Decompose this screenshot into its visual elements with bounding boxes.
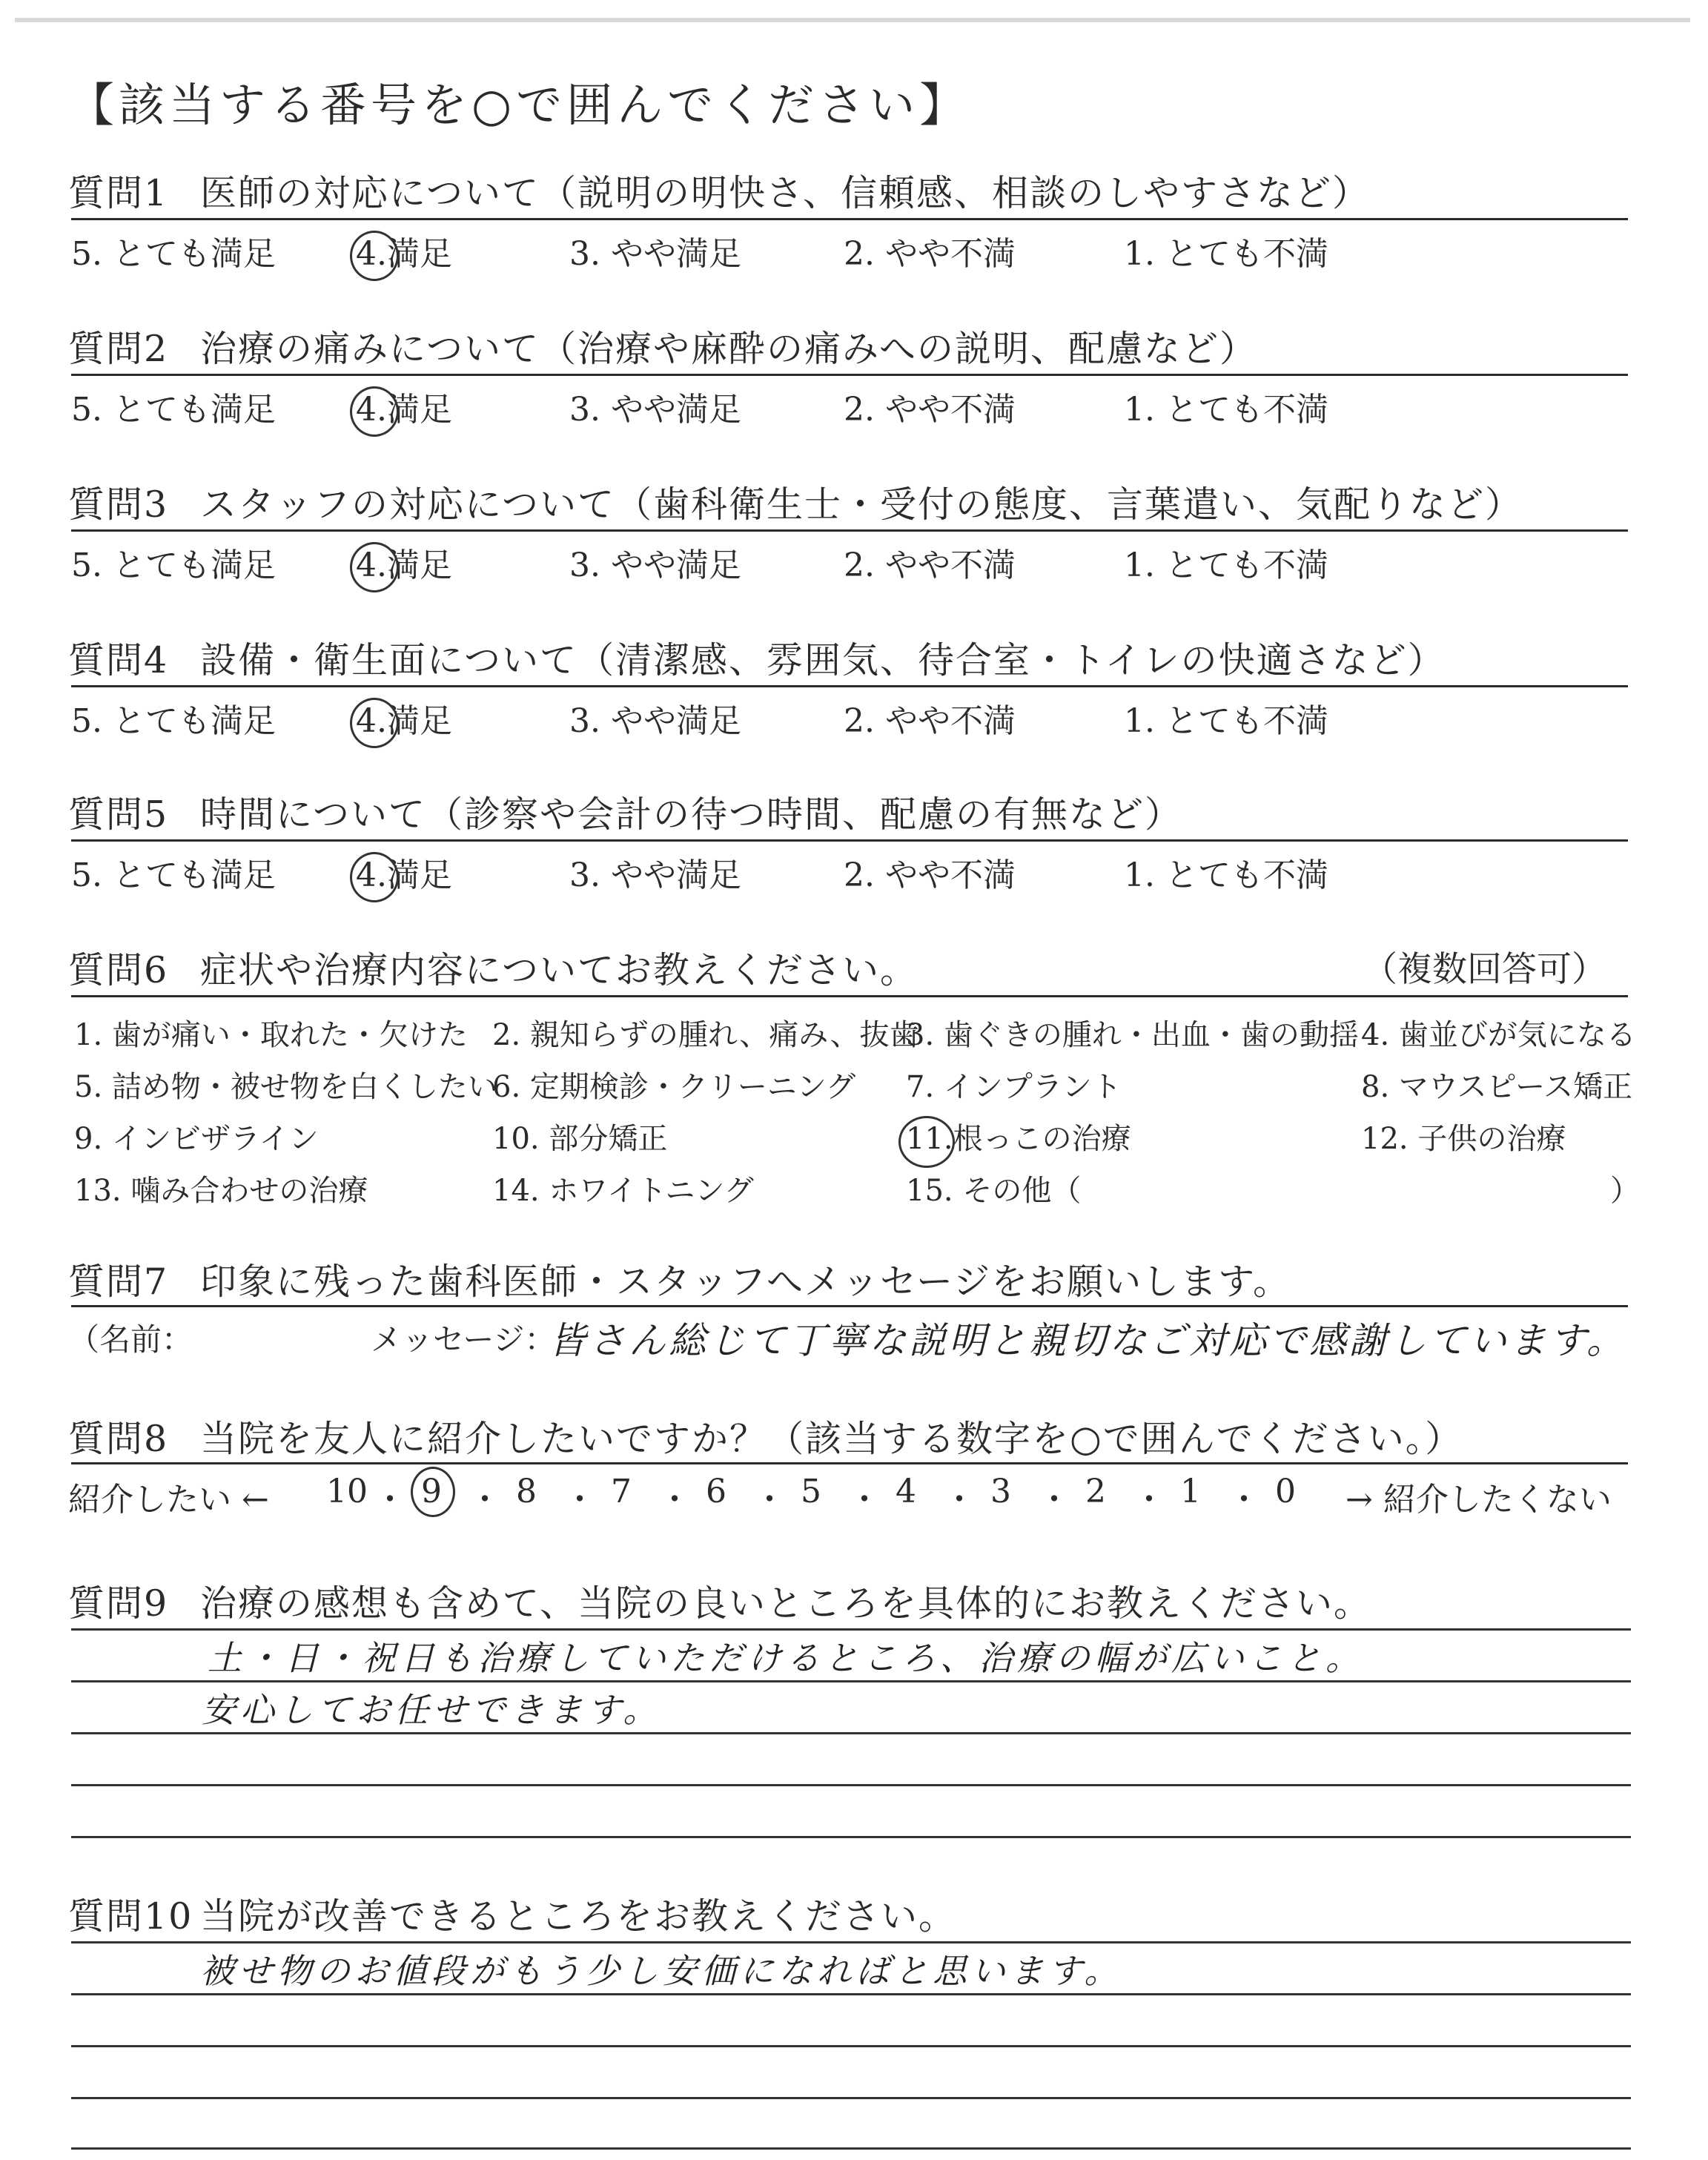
rating-options [0, 848, 1708, 893]
option-somewhat-dissatisfied[interactable]: 2. やや不満 [844, 702, 1016, 740]
question-number: 質問8 [68, 1418, 169, 1460]
option-label: 満足 [386, 856, 452, 894]
question-7 [68, 1253, 1625, 1305]
rating-options [0, 538, 1708, 583]
selected-number [356, 391, 387, 429]
answer-line [71, 1628, 1631, 1631]
answer-circle [350, 852, 399, 902]
question-title [68, 786, 1625, 838]
handwritten-answer-line: 安心してお任せできます。 [202, 1690, 662, 1730]
option-very-satisfied[interactable]: 5. とても満足 [71, 391, 276, 429]
option-somewhat-dissatisfied[interactable]: 2. やや不満 [844, 546, 1016, 584]
selected-number [421, 1473, 442, 1510]
option-number: 4. [356, 546, 387, 584]
answer-line [71, 1732, 1631, 1734]
question-7-title [68, 1253, 1625, 1305]
message-label: メッセージ： [371, 1321, 556, 1358]
answer-line [71, 1941, 1631, 1943]
option-somewhat-dissatisfied[interactable]: 2. やや不満 [844, 856, 1016, 894]
option-very-dissatisfied[interactable]: 1. とても不満 [1124, 856, 1328, 894]
answer-line [71, 2045, 1631, 2047]
option-somewhat-satisfied[interactable]: 3. やや満足 [569, 702, 741, 740]
question-7-rule [71, 1305, 1628, 1307]
answer-circle [350, 698, 399, 748]
option-number: 11. [906, 1122, 953, 1156]
question-text: 医師の対応について（説明の明快さ、信頼感、相談のしやすさなど） [200, 172, 1371, 214]
rating-options [0, 694, 1708, 739]
answer-circle [898, 1116, 955, 1168]
question-9 [68, 1575, 1625, 1627]
option-somewhat-dissatisfied[interactable]: 2. やや不満 [844, 235, 1016, 273]
symptom-option-2[interactable]: 2. 親知らずの腫れ、痛み、抜歯 [492, 1018, 919, 1052]
question-8-title [68, 1410, 1625, 1462]
recommend-left-label: 紹介したい ← [68, 1481, 269, 1519]
scale-value-1[interactable]: 1 [1180, 1473, 1201, 1510]
option-label: 満足 [386, 546, 452, 584]
rating-options [0, 227, 1708, 271]
symptom-option-11[interactable] [906, 1115, 1131, 1157]
option-somewhat-satisfied[interactable]: 3. やや満足 [569, 546, 741, 584]
selected-number [356, 235, 387, 273]
question-title [68, 632, 1625, 684]
scale-value-6[interactable]: 6 [706, 1473, 726, 1510]
option-label: 満足 [386, 235, 452, 273]
option-very-satisfied[interactable]: 5. とても満足 [71, 546, 276, 584]
question-text: スタッフの対応について（歯科衛生士・受付の態度、言葉遣い、気配りなど） [200, 483, 1523, 526]
option-very-dissatisfied[interactable]: 1. とても不満 [1124, 546, 1328, 584]
symptom-option-5[interactable]: 5. 詰め物・被せ物を白くしたい [74, 1070, 497, 1104]
symptom-option-13[interactable]: 13. 噛み合わせの治療 [74, 1174, 368, 1208]
scale-separator: ・ [469, 1481, 501, 1519]
question-number: 質問4 [68, 639, 169, 681]
option-very-dissatisfied[interactable]: 1. とても不満 [1124, 235, 1328, 273]
question-text: 当院を友人に紹介したいですか？（該当する数字を○で囲んでください。） [200, 1418, 1463, 1460]
scale-value-5[interactable]: 5 [801, 1473, 821, 1510]
question-number: 質問3 [68, 483, 169, 526]
answer-line [71, 1993, 1631, 1995]
question-text: 設備・衛生面について（清潔感、雰囲気、待合室・トイレの快適さなど） [200, 639, 1446, 681]
question-title [68, 320, 1625, 372]
option-very-satisfied[interactable]: 5. とても満足 [71, 702, 276, 740]
selected-number [356, 856, 387, 894]
answer-line [71, 1836, 1631, 1838]
question-number: 質問1 [68, 172, 169, 214]
question-10 [68, 1888, 1625, 1940]
handwritten-answer-line: 被せ物のお値段がもう少し安価になればと思います。 [200, 1951, 1123, 1991]
question-text: 治療の感想も含めて、当院の良いところを具体的にお教えください。 [200, 1582, 1372, 1625]
question-number: 質問10 [68, 1895, 193, 1938]
question-rule [71, 374, 1628, 376]
question-number: 質問6 [68, 949, 169, 991]
option-very-satisfied[interactable]: 5. とても満足 [71, 235, 276, 273]
question-rule [71, 218, 1628, 220]
question-rule [71, 685, 1628, 687]
option-satisfied[interactable] [356, 227, 452, 274]
option-label: 満足 [386, 391, 452, 429]
scale-value-2[interactable]: 2 [1085, 1473, 1106, 1510]
answer-circle [411, 1467, 455, 1517]
question-8-rule [71, 1462, 1628, 1464]
selected-number [906, 1122, 953, 1156]
question-text: 症状や治療内容についてお教えください。 [200, 949, 918, 991]
symptom-option-9[interactable]: 9. インビザライン [74, 1122, 319, 1156]
scale-value-8[interactable]: 8 [516, 1473, 537, 1510]
scale-value-3[interactable]: 3 [990, 1473, 1011, 1510]
scale-separator: ・ [1228, 1481, 1260, 1519]
answer-line [71, 2147, 1631, 2150]
option-number: 4. [356, 856, 387, 894]
option-satisfied[interactable] [356, 538, 452, 586]
selected-number [356, 702, 387, 740]
multiple-answers-note: （複数回答可） [1363, 949, 1606, 990]
question-title [68, 476, 1625, 528]
scale-separator: ・ [753, 1481, 786, 1519]
scale-separator: ・ [374, 1481, 406, 1519]
page-heading: 【該当する番号を○で囲んでください】 [68, 78, 970, 132]
question-2 [68, 320, 1625, 372]
question-4 [68, 632, 1625, 684]
symptom-option-7[interactable]: 7. インプラント [906, 1070, 1122, 1104]
name-label: （名前： [68, 1321, 193, 1358]
scale-separator: ・ [563, 1481, 596, 1519]
symptom-option-12[interactable]: 12. 子供の治療 [1361, 1122, 1566, 1156]
question-text: 治療の痛みについて（治療や麻酔の痛みへの説明、配慮など） [200, 328, 1258, 370]
answer-line [71, 1680, 1631, 1682]
option-somewhat-satisfied[interactable]: 3. やや満足 [569, 391, 741, 429]
answer-circle [350, 386, 399, 437]
option-label: 根っこの治療 [953, 1122, 1131, 1156]
question-text: 印象に残った歯科医師・スタッフへメッセージをお願いします。 [200, 1261, 1291, 1303]
selected-number [356, 546, 387, 584]
scale-value-4[interactable]: 4 [896, 1473, 916, 1510]
symptom-option-15[interactable]: 15. その他（ [906, 1174, 1082, 1208]
question-1 [68, 165, 1625, 217]
symptom-option-6[interactable]: 6. 定期検診・クリーニング [492, 1070, 856, 1104]
option-somewhat-satisfied[interactable]: 3. やや満足 [569, 235, 741, 273]
answer-line [71, 2097, 1631, 2099]
symptom-option-14[interactable]: 14. ホワイトニング [492, 1174, 754, 1208]
question-number: 質問7 [68, 1261, 169, 1303]
question-6-rule [71, 995, 1628, 997]
option-very-satisfied[interactable]: 5. とても満足 [71, 856, 276, 894]
question-number: 質問2 [68, 328, 169, 370]
question-text: 当院が改善できるところをお教えください。 [200, 1895, 957, 1938]
scale-separator: ・ [1038, 1481, 1070, 1519]
option-very-dissatisfied[interactable]: 1. とても不満 [1124, 702, 1328, 740]
answer-circle [350, 231, 399, 281]
scale-separator: ・ [943, 1481, 976, 1519]
symptom-option-8[interactable]: 8. マウスピース矯正 [1361, 1070, 1633, 1104]
option-somewhat-satisfied[interactable]: 3. やや満足 [569, 856, 741, 894]
symptom-option-3[interactable]: 3. 歯ぐきの腫れ・出血・歯の動揺 [906, 1018, 1359, 1052]
handwritten-answer-line: 土・日・祝日も治療していただけるところ、治療の幅が広いこと。 [208, 1638, 1364, 1678]
handwritten-message: 皆さん総じて丁寧な説明と親切なご対応で感謝しています。 [549, 1319, 1626, 1362]
question-rule [71, 839, 1628, 842]
question-9-title [68, 1575, 1625, 1627]
option-very-dissatisfied[interactable]: 1. とても不満 [1124, 391, 1328, 429]
option-number: 4. [356, 391, 387, 429]
scale-value-10[interactable]: 10 [326, 1473, 368, 1510]
answer-circle [350, 542, 399, 592]
option-somewhat-dissatisfied[interactable]: 2. やや不満 [844, 391, 1016, 429]
symptom-option-4[interactable]: 4. 歯並びが気になる [1361, 1018, 1636, 1052]
scale-number: 9 [421, 1473, 442, 1510]
scale-separator: ・ [848, 1481, 881, 1519]
question-title [68, 165, 1625, 217]
scale-value-7[interactable]: 7 [611, 1473, 632, 1510]
question-number: 質問5 [68, 793, 169, 836]
question-text: 時間について（診察や会計の待つ時間、配慮の有無など） [200, 793, 1183, 836]
question-5 [68, 786, 1625, 838]
option-number: 4. [356, 702, 387, 740]
scale-separator: ・ [658, 1481, 691, 1519]
top-border [15, 18, 1690, 22]
question-10-title [68, 1888, 1625, 1940]
answer-line [71, 1784, 1631, 1786]
question-3 [68, 476, 1625, 528]
recommend-right-label: → 紹介したくない [1345, 1481, 1612, 1519]
option-satisfied[interactable] [356, 694, 452, 742]
question-8 [68, 1410, 1625, 1462]
scale-value-9[interactable] [421, 1473, 442, 1510]
option-label: 満足 [386, 702, 452, 740]
option-satisfied[interactable] [356, 383, 452, 430]
question-number: 質問9 [68, 1582, 169, 1625]
other-close-paren: ） [1610, 1174, 1640, 1208]
symptom-option-1[interactable]: 1. 歯が痛い・取れた・欠けた [74, 1018, 468, 1052]
option-number: 4. [356, 235, 387, 273]
symptom-option-10[interactable]: 10. 部分矯正 [492, 1122, 668, 1156]
question-rule [71, 529, 1628, 532]
scale-value-0[interactable]: 0 [1275, 1473, 1296, 1510]
scale-separator: ・ [1133, 1481, 1165, 1519]
rating-options [0, 383, 1708, 427]
option-satisfied[interactable] [356, 848, 452, 896]
